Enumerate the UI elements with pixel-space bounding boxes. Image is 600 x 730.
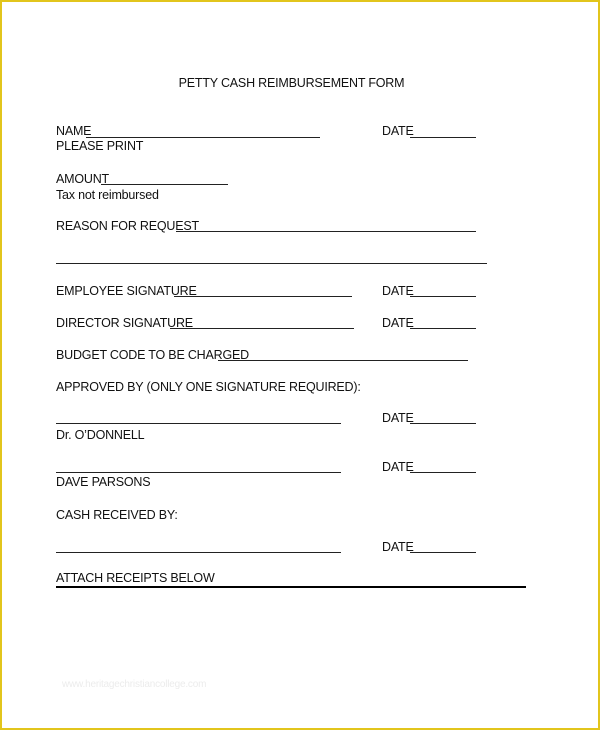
employee-signature-label: EMPLOYEE SIGNATURE	[56, 284, 197, 298]
date-field-approver-1[interactable]	[410, 423, 476, 424]
approver-1-name: Dr. O’DONNELL	[56, 428, 145, 442]
reason-label: REASON FOR REQUEST	[56, 219, 199, 233]
reason-field-line-2[interactable]	[56, 263, 487, 264]
date-field-director-row[interactable]	[410, 328, 476, 329]
watermark: www.heritagechristiancollege.com	[62, 679, 207, 690]
form-title: PETTY CASH REIMBURSEMENT FORM	[178, 76, 405, 90]
attach-receipts-divider	[56, 586, 526, 588]
director-signature-field[interactable]	[170, 328, 354, 329]
date-field-name-row[interactable]	[410, 137, 476, 138]
amount-field[interactable]	[101, 184, 228, 185]
budget-code-field[interactable]	[218, 360, 468, 361]
date-label-approver-2: DATE	[382, 460, 414, 474]
name-field[interactable]	[86, 137, 320, 138]
cash-received-label: CASH RECEIVED BY:	[56, 508, 178, 522]
approver-2-signature-field[interactable]	[56, 472, 341, 473]
approver-2-name: DAVE PARSONS	[56, 475, 151, 489]
name-label: NAME	[56, 124, 92, 138]
date-label-approver-1: DATE	[382, 411, 414, 425]
budget-code-label: BUDGET CODE TO BE CHARGED	[56, 348, 249, 362]
cash-received-signature-field[interactable]	[56, 552, 341, 553]
approved-by-label: APPROVED BY (ONLY ONE SIGNATURE REQUIRED):	[56, 380, 361, 394]
name-hint: PLEASE PRINT	[56, 139, 144, 153]
director-signature-label: DIRECTOR SIGNATURE	[56, 316, 193, 330]
amount-hint: Tax not reimbursed	[56, 188, 159, 202]
approver-1-signature-field[interactable]	[56, 423, 341, 424]
reason-field[interactable]	[176, 231, 476, 232]
date-label-cash-received: DATE	[382, 540, 414, 554]
date-field-approver-2[interactable]	[410, 472, 476, 473]
date-label-employee-row: DATE	[382, 284, 414, 298]
date-field-employee-row[interactable]	[410, 296, 476, 297]
date-label-director-row: DATE	[382, 316, 414, 330]
date-label-name-row: DATE	[382, 124, 414, 138]
amount-label: AMOUNT	[56, 172, 109, 186]
attach-receipts-label: ATTACH RECEIPTS BELOW	[56, 571, 215, 585]
date-field-cash-received[interactable]	[410, 552, 476, 553]
employee-signature-field[interactable]	[174, 296, 352, 297]
